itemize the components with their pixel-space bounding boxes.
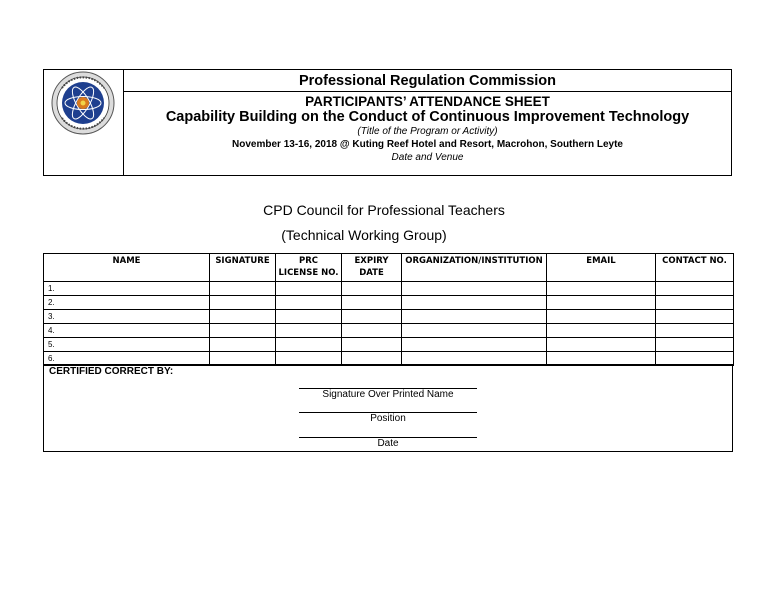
council-name: CPD Council for Professional Teachers bbox=[263, 202, 505, 218]
col-expiry-header bbox=[342, 254, 402, 282]
table-cell bbox=[342, 324, 402, 338]
table-cell bbox=[276, 296, 342, 310]
date-venue: November 13-16, 2018 @ Kuting Reef Hotel and Resort, Macrohon, Southern Leyte bbox=[232, 139, 623, 150]
table-cell bbox=[276, 324, 342, 338]
table-cell bbox=[402, 338, 547, 352]
row-number: 4. bbox=[44, 324, 210, 338]
table-cell bbox=[276, 282, 342, 296]
row-number: 5. bbox=[44, 338, 210, 352]
certified-label: CERTIFIED CORRECT BY: bbox=[49, 366, 174, 377]
table-cell bbox=[342, 310, 402, 324]
table-cell bbox=[402, 310, 547, 324]
row-number: 1. bbox=[44, 282, 210, 296]
table-cell bbox=[342, 296, 402, 310]
attendance-table bbox=[43, 253, 734, 366]
col-contact-header: CONTACT NO. bbox=[656, 254, 734, 282]
table-row bbox=[44, 338, 734, 352]
table-cell bbox=[342, 338, 402, 352]
table-cell bbox=[402, 296, 547, 310]
council-group: (Technical Working Group) bbox=[281, 227, 447, 243]
table-row bbox=[44, 310, 734, 324]
prc-header-line1: PRC bbox=[298, 256, 318, 266]
table-row bbox=[44, 282, 734, 296]
program-note: (Title of the Program or Activity) bbox=[357, 126, 498, 137]
col-prc-header bbox=[276, 254, 342, 282]
table-cell bbox=[342, 282, 402, 296]
table-cell bbox=[210, 296, 276, 310]
date-caption: Date bbox=[377, 438, 399, 449]
expiry-header-line2: DATE bbox=[359, 268, 384, 278]
table-cell bbox=[656, 324, 734, 338]
signature-caption: Signature Over Printed Name bbox=[322, 389, 454, 400]
row-number: 2. bbox=[44, 296, 210, 310]
prc-seal-logo bbox=[50, 70, 116, 136]
table-cell bbox=[210, 282, 276, 296]
table-row bbox=[44, 324, 734, 338]
expiry-header-line1: EXPIRY bbox=[354, 256, 389, 266]
row-number: 6. bbox=[44, 352, 210, 366]
table-cell bbox=[656, 338, 734, 352]
table-cell bbox=[547, 324, 656, 338]
col-signature-header: SIGNATURE bbox=[210, 254, 276, 282]
program-title: Capability Building on the Conduct of Continuous Improvement Technology bbox=[165, 109, 690, 125]
title-cell bbox=[124, 70, 731, 175]
org-name: Professional Regulation Commission bbox=[124, 70, 731, 92]
logo-cell bbox=[44, 70, 124, 175]
position-caption: Position bbox=[370, 413, 406, 424]
col-name-header: NAME bbox=[44, 254, 210, 282]
prc-header-line2: LICENSE NO. bbox=[278, 268, 339, 278]
table-cell bbox=[210, 324, 276, 338]
table-cell bbox=[656, 310, 734, 324]
certification-box bbox=[43, 364, 733, 452]
date-venue-note: Date and Venue bbox=[391, 152, 464, 163]
header-box bbox=[43, 69, 732, 176]
table-cell bbox=[276, 310, 342, 324]
table-cell bbox=[210, 338, 276, 352]
sheet-title: PARTICIPANTS’ ATTENDANCE SHEET bbox=[305, 94, 550, 109]
table-cell bbox=[656, 296, 734, 310]
table-cell bbox=[547, 282, 656, 296]
col-email-header: EMAIL bbox=[547, 254, 656, 282]
table-cell bbox=[402, 282, 547, 296]
table-cell bbox=[402, 324, 547, 338]
table-cell bbox=[276, 338, 342, 352]
row-number: 3. bbox=[44, 310, 210, 324]
table-cell bbox=[547, 310, 656, 324]
table-row bbox=[44, 296, 734, 310]
table-cell bbox=[210, 310, 276, 324]
table-header-row bbox=[44, 254, 734, 282]
col-org-header: ORGANIZATION/INSTITUTION bbox=[402, 254, 547, 282]
table-cell bbox=[547, 296, 656, 310]
table-cell bbox=[656, 282, 734, 296]
table-cell bbox=[547, 338, 656, 352]
